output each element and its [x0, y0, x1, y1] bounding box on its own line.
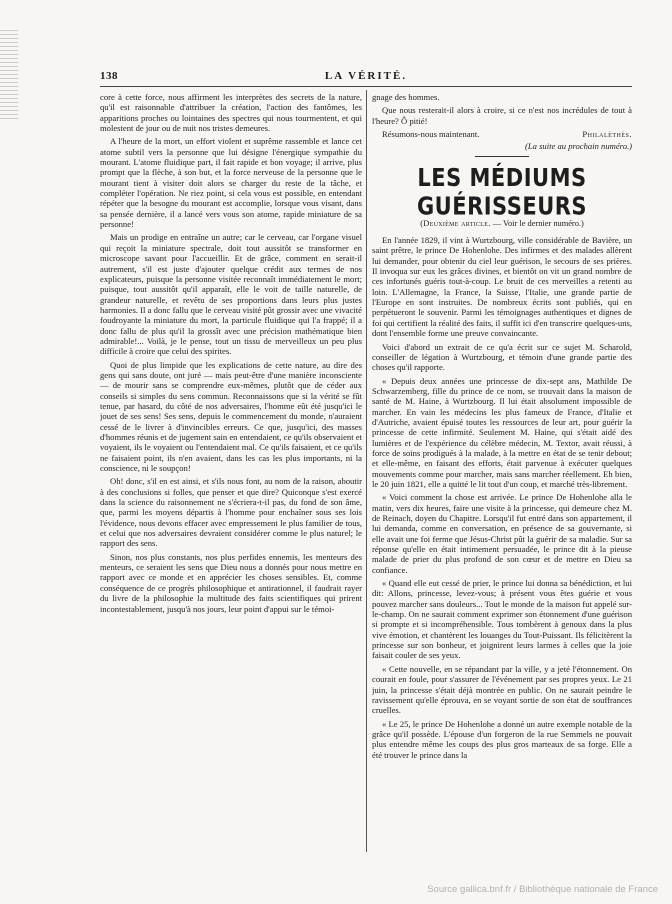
page-header: [100, 70, 632, 84]
right-question: Que nous resterait-il alors à croire, si ce n'est nos incrédules de tout à l'heure? Ô pitié!: [372, 105, 632, 126]
right-paragraph: « Depuis deux années une princesse de dix-sept ans, Mathilde De Schwarzemberg, fille du prince de ce nom, se trouvait dans la maison de santé de M. Haine, à Wurtzbourg. Il lui était absolument impossible de marcher. En vain les médecins les plus fameux de France, d'Italie et d'Autriche, avaient épuisé toutes les ressources de leur art, pour guérir la princesse de cette infirmité. Seulement M. Haine, qui s'était aidé des lumières et de l'expérience du célèbre médecin, M. Textor, avait réussi, à force de soins prodigués à la malade, à la mettre en état de se tenir debout; et elle-même, en faisant des efforts, était parvenue à exécuter quelques mouvements comme pour marcher, mais sans marcher réellement. Eh bien, le 20 juin 1821, elle a quitté le lit tout d'un coup, et marché très-librement.: [372, 375, 632, 489]
right-paragraph: En l'année 1829, il vint à Wurtzbourg, ville considérable de Bavière, un saint prêtre, le prince De Hohenlohe. Des infirmes et des malades allèrent lui demander, pour obtenir du ciel leur guérison, le secours de ses prières. Il invoqua sur eux les grâces divines, et bientôt on vit un grand nombre de ces infortunés guéris tout-à-coup. Le bruit de ces merveilles a retenti au loin. L'Allemagne, la France, la Suisse, l'Italie, une grande partie de l'Europe en sont instruites. De nombreux écrits sont publiés, qui en perpétueront le souvenir. Parmi les témoignages authentiques et dignes de foi qui certifient la réalité des faits, il suffit ici d'en transcrire quelques-uns, dont l'ensemble forme une preuve convaincante.: [372, 235, 632, 339]
summary-label: Résumons-nous maintenant.: [382, 129, 480, 140]
journal-title: LA VÉRITÉ.: [324, 70, 408, 82]
right-continuation: gnage des hommes.: [372, 92, 440, 102]
left-paragraph: core à cette force, nous affirment les interprètes des secrets de la nature, qu'il est raisonnable d'attribuer la création, l'action des fantômes, les apparitions proches ou lointaines des spectres qui nous tourmentent, et qui molestent de jour ou de nuit nos tristes demeures.: [100, 92, 362, 134]
left-paragraph: Sinon, nos plus constants, nos plus perfides ennemis, les menteurs des menteurs, ce seraient les sens que Dieu nous a donnés pour nous mettre en rapport avec ce monde et en apprécier les choses sensibles. Et, comme conséquence de ce progrès philosophique et antirationnel, il faudrait rayer du livre de la philosophie la multitude des faits scientifiques qui prirent incontestablement, jusqu'à nos jours, leur point d'appui sur le témoi-: [100, 551, 362, 614]
left-paragraph: Oh! donc, s'il en est ainsi, et s'ils nous font, au nom de la raison, aboutir à des conclusions si folles, que penser et que dire? Quiconque s'est exercé dans la science du raisonnement ne s'écriera-t-il pas, du fond de son âme, que, parmi les moyens départis à l'homme pour enchaîner sous ses lois l'évidence, nous devons effacer avec empressement le plus familier de tous, et celui que nos adversaires devraient considérer comme le plus naturel; le rapport des sens.: [100, 476, 362, 549]
scan-margin-artifact: [0, 30, 18, 120]
summary-signature-line: [372, 129, 632, 139]
column-divider: [366, 90, 367, 852]
header-rule: [100, 86, 632, 87]
right-paragraph: Voici d'abord un extrait de ce qu'a écrit sur ce sujet M. Scharold, conseiller de légation à Wurtzbourg, et témoin d'une grande partie des choses qu'il rapporte.: [372, 341, 632, 373]
section-separator: [475, 156, 529, 157]
source-footer: Source gallica.bnf.fr / Bibliothèque nationale de France: [427, 884, 658, 895]
subtitle-reference: — Voir le dernier numéro.): [490, 218, 584, 228]
left-column: [100, 92, 362, 852]
author-signature: Philalèthès.: [582, 129, 632, 140]
left-paragraph: Mais un prodige en entraîne un autre; car le cerveau, car l'organe visuel qui reçoit la miniature spectrale, doit tout aussitôt se transformer en microscope savant pour l'accueillir. Et de grâce, comment en serait-il autrement, s'il est juste d'ajouter quelque crédit aux termes de nos explicateurs, puisque la personne visitée reconnaît immédiatement le mort; puisque, tout aussitôt qu'il apparaît, elle le voit de taille naturelle, de grandeur naturelle, et revêtu de ses proportions dans leurs plus justes harmonies. Il a donc fallu que le cerveau visité pût grossir avec une vivacité foudroyante la miniature du mort, la particule fluidique qui l'a frappé; il a donc fallu de plus qu'il la grossît avec une précision mathématique bien admirable!... Voilà, je le pense, tout un tissu de merveilleux un peu plus difficile à croire que celui des spirites.: [100, 232, 362, 357]
right-paragraph: « Le 25, le prince De Hohenlohe a donné un autre exemple notable de la grâce qu'il possède. L'épouse d'un forgeron de la rue Semmels ne pouvait plus entendre même les coups des plus gros marteaux de sa forge. Elle a été trouver le prince dans la: [372, 718, 632, 760]
left-paragraph: Quoi de plus limpide que les explications de cette nature, au dire des gens qui sans doute, ont juré — mais peut-être d'une manière inconsciente — de mourir sans se comprendre eux-mêmes, plutôt que de céder aux conseils si simples du sens commun. Reconnaissons que si la vérité se fût tenue, par hasard, du côté de nos adversaires, l'homme eût été jusqu'ici le jouet de ses sens! Ses sens, depuis le commencement du monde, n'auraient cessé de le livrer à d'invincibles erreurs. Ce que, jusqu'ici, des masses d'hommes réunis et de jugement sain en entendaient, ce qu'ils observaient et voyaient, ils le voyaient ou l'entendaient mal. Ce qu'ils faisaient, et ce qu'ils ne faisaient point, ils n'en avaient, dans les cas les plus importants, ni la conscience, ni le soupçon!: [100, 359, 362, 474]
left-paragraph: A l'heure de la mort, un effort violent et suprême rassemble et lance cet atome subtil vers la personne que lui désigne l'énergique sympathie du mourant. L'atome fluidique part, il fait rapide et bon voyage; il arrive, plus prompt que la flèche, à son but, et la force nerveuse de la personne que le mourant tient à visiter doit alors se charger du reste de la tâche, et compléter l'opération. Ne riez point, si cela vous est possible, en entendant répéter que la besogne du mourant est accomplie, lorsque vous visant, dans sa pensée dernière, il a lancé vers vous son atome, rapide miniature de sa personne!: [100, 136, 362, 230]
right-paragraph: « Quand elle eut cessé de prier, le prince lui donna sa bénédiction, et lui dit: Allons, princesse, levez-vous; à présent vous êtes guérie et vous pouvez marcher sans douleurs... Tout le monde de la maison fut appelé sur-le-champ. On ne saurait comment exprimer son étonnement d'une guérison si prompte et si incompréhensible. Tous tombèrent à genoux dans la plus vive émotion, et chantèrent les louanges du Tout-Puissant. Ils félicitèrent la princesse sur son bonheur, et joignirent leurs larmes à celles que la joie faisait couler de ses yeux.: [372, 578, 632, 661]
page-number: 138: [100, 70, 118, 82]
right-column: [372, 92, 632, 852]
continued-note: (La suite au prochain numéro.): [524, 141, 632, 152]
right-paragraph: « Voici comment la chose est arrivée. Le prince De Hohenlohe alla le matin, vers dix heures, faire une visite à la princesse, qui demeure chez M. de Reinach, doyen du Chapitre. Lorsqu'il fut entré dans son appartement, il lui demanda, comme en conversation, en présence de sa gouvernante, si elle avait une foi ferme que Jésus-Christ pût la guérir de sa maladie. Sur sa réponse qu'elle en était intimement persuadée, le prince dit à la pieuse malade de prier du plus profond de son cœur et de mettre en Dieu sa confiance.: [372, 492, 632, 575]
section-title: LES MÉDIUMS GUÉRISSEURS: [416, 162, 588, 221]
right-paragraph: « Cette nouvelle, en se répandant par la ville, y a jeté l'étonnement. On courait en foule, pour s'assurer de l'événement par ses propres yeux. Le 21 juin, la princesse s'était déjà montrée en public. On ne saurait peindre le ravissement qu'elle éprouva, en se voyant sortie de son état de souffrances cruelles.: [372, 663, 632, 716]
subtitle-article-label: (Deuxième article.: [420, 218, 491, 228]
